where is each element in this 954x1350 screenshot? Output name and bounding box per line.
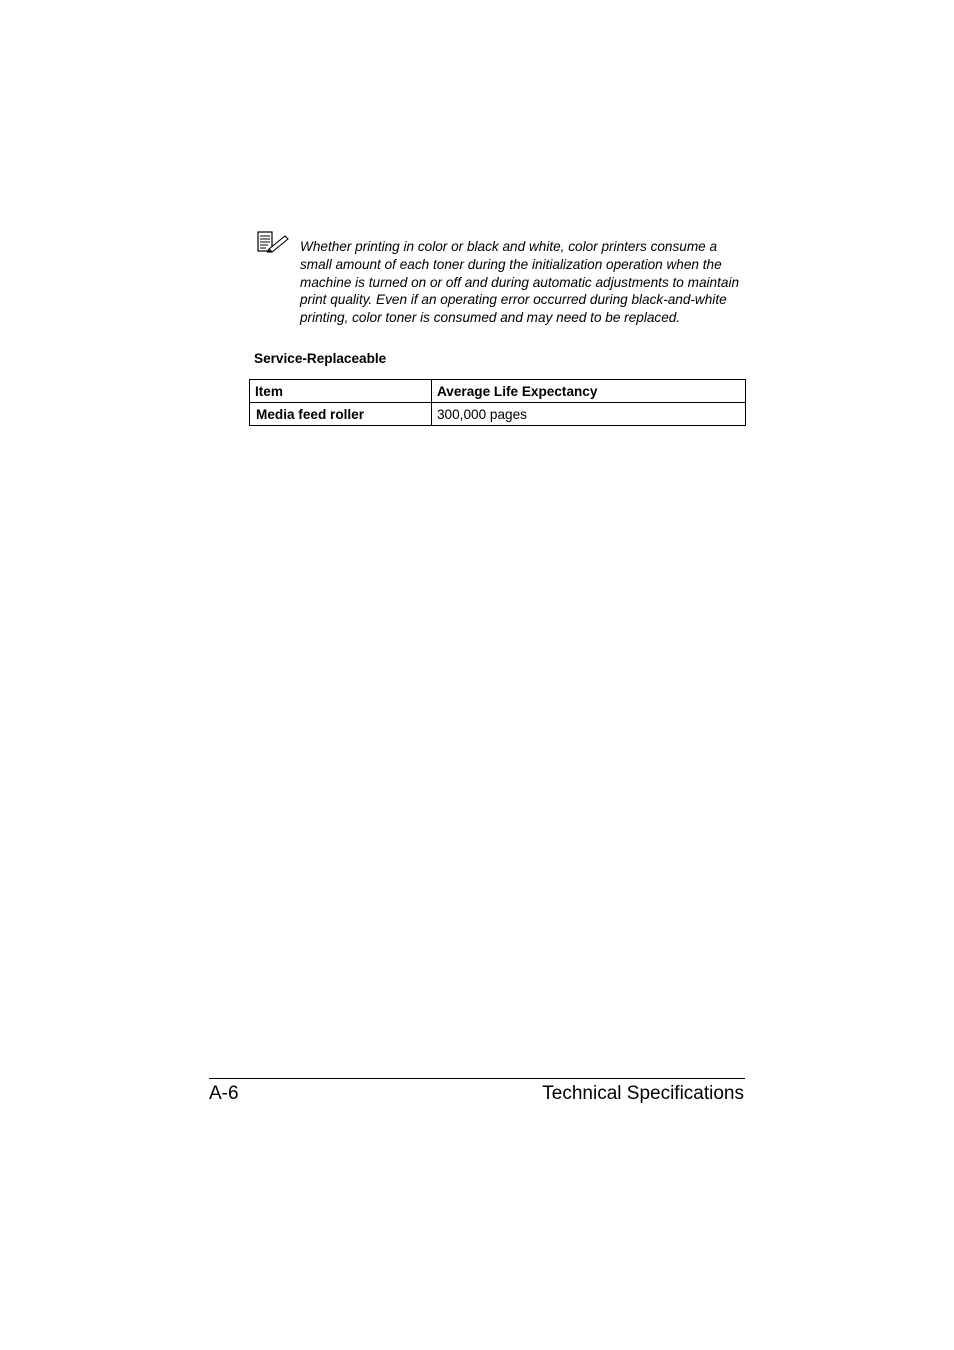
column-header-item: Item [250, 380, 432, 403]
footer-title: Technical Specifications [542, 1083, 744, 1104]
note-pencil-icon [255, 231, 291, 253]
table-header-row [250, 380, 746, 403]
column-header-life-expectancy: Average Life Expectancy [432, 380, 746, 403]
footer-divider [209, 1078, 745, 1079]
section-heading: Service-Replaceable [254, 351, 387, 366]
table-cell-item: Media feed roller [250, 403, 432, 426]
note-text: Whether printing in color or black and white, color printers consume a small amount of each toner during the initialization operation when the machine is turned on or off and during automatic adjustments to maintain print quality. Even if an operating error occurred during black-and-white printing, color toner is consumed and may need to be replaced. [300, 239, 740, 326]
table-cell-life-expectancy: 300,000 pages [432, 403, 746, 426]
service-replaceable-table [249, 379, 746, 426]
footer-page-number: A-6 [209, 1083, 239, 1104]
table-row [250, 403, 746, 426]
